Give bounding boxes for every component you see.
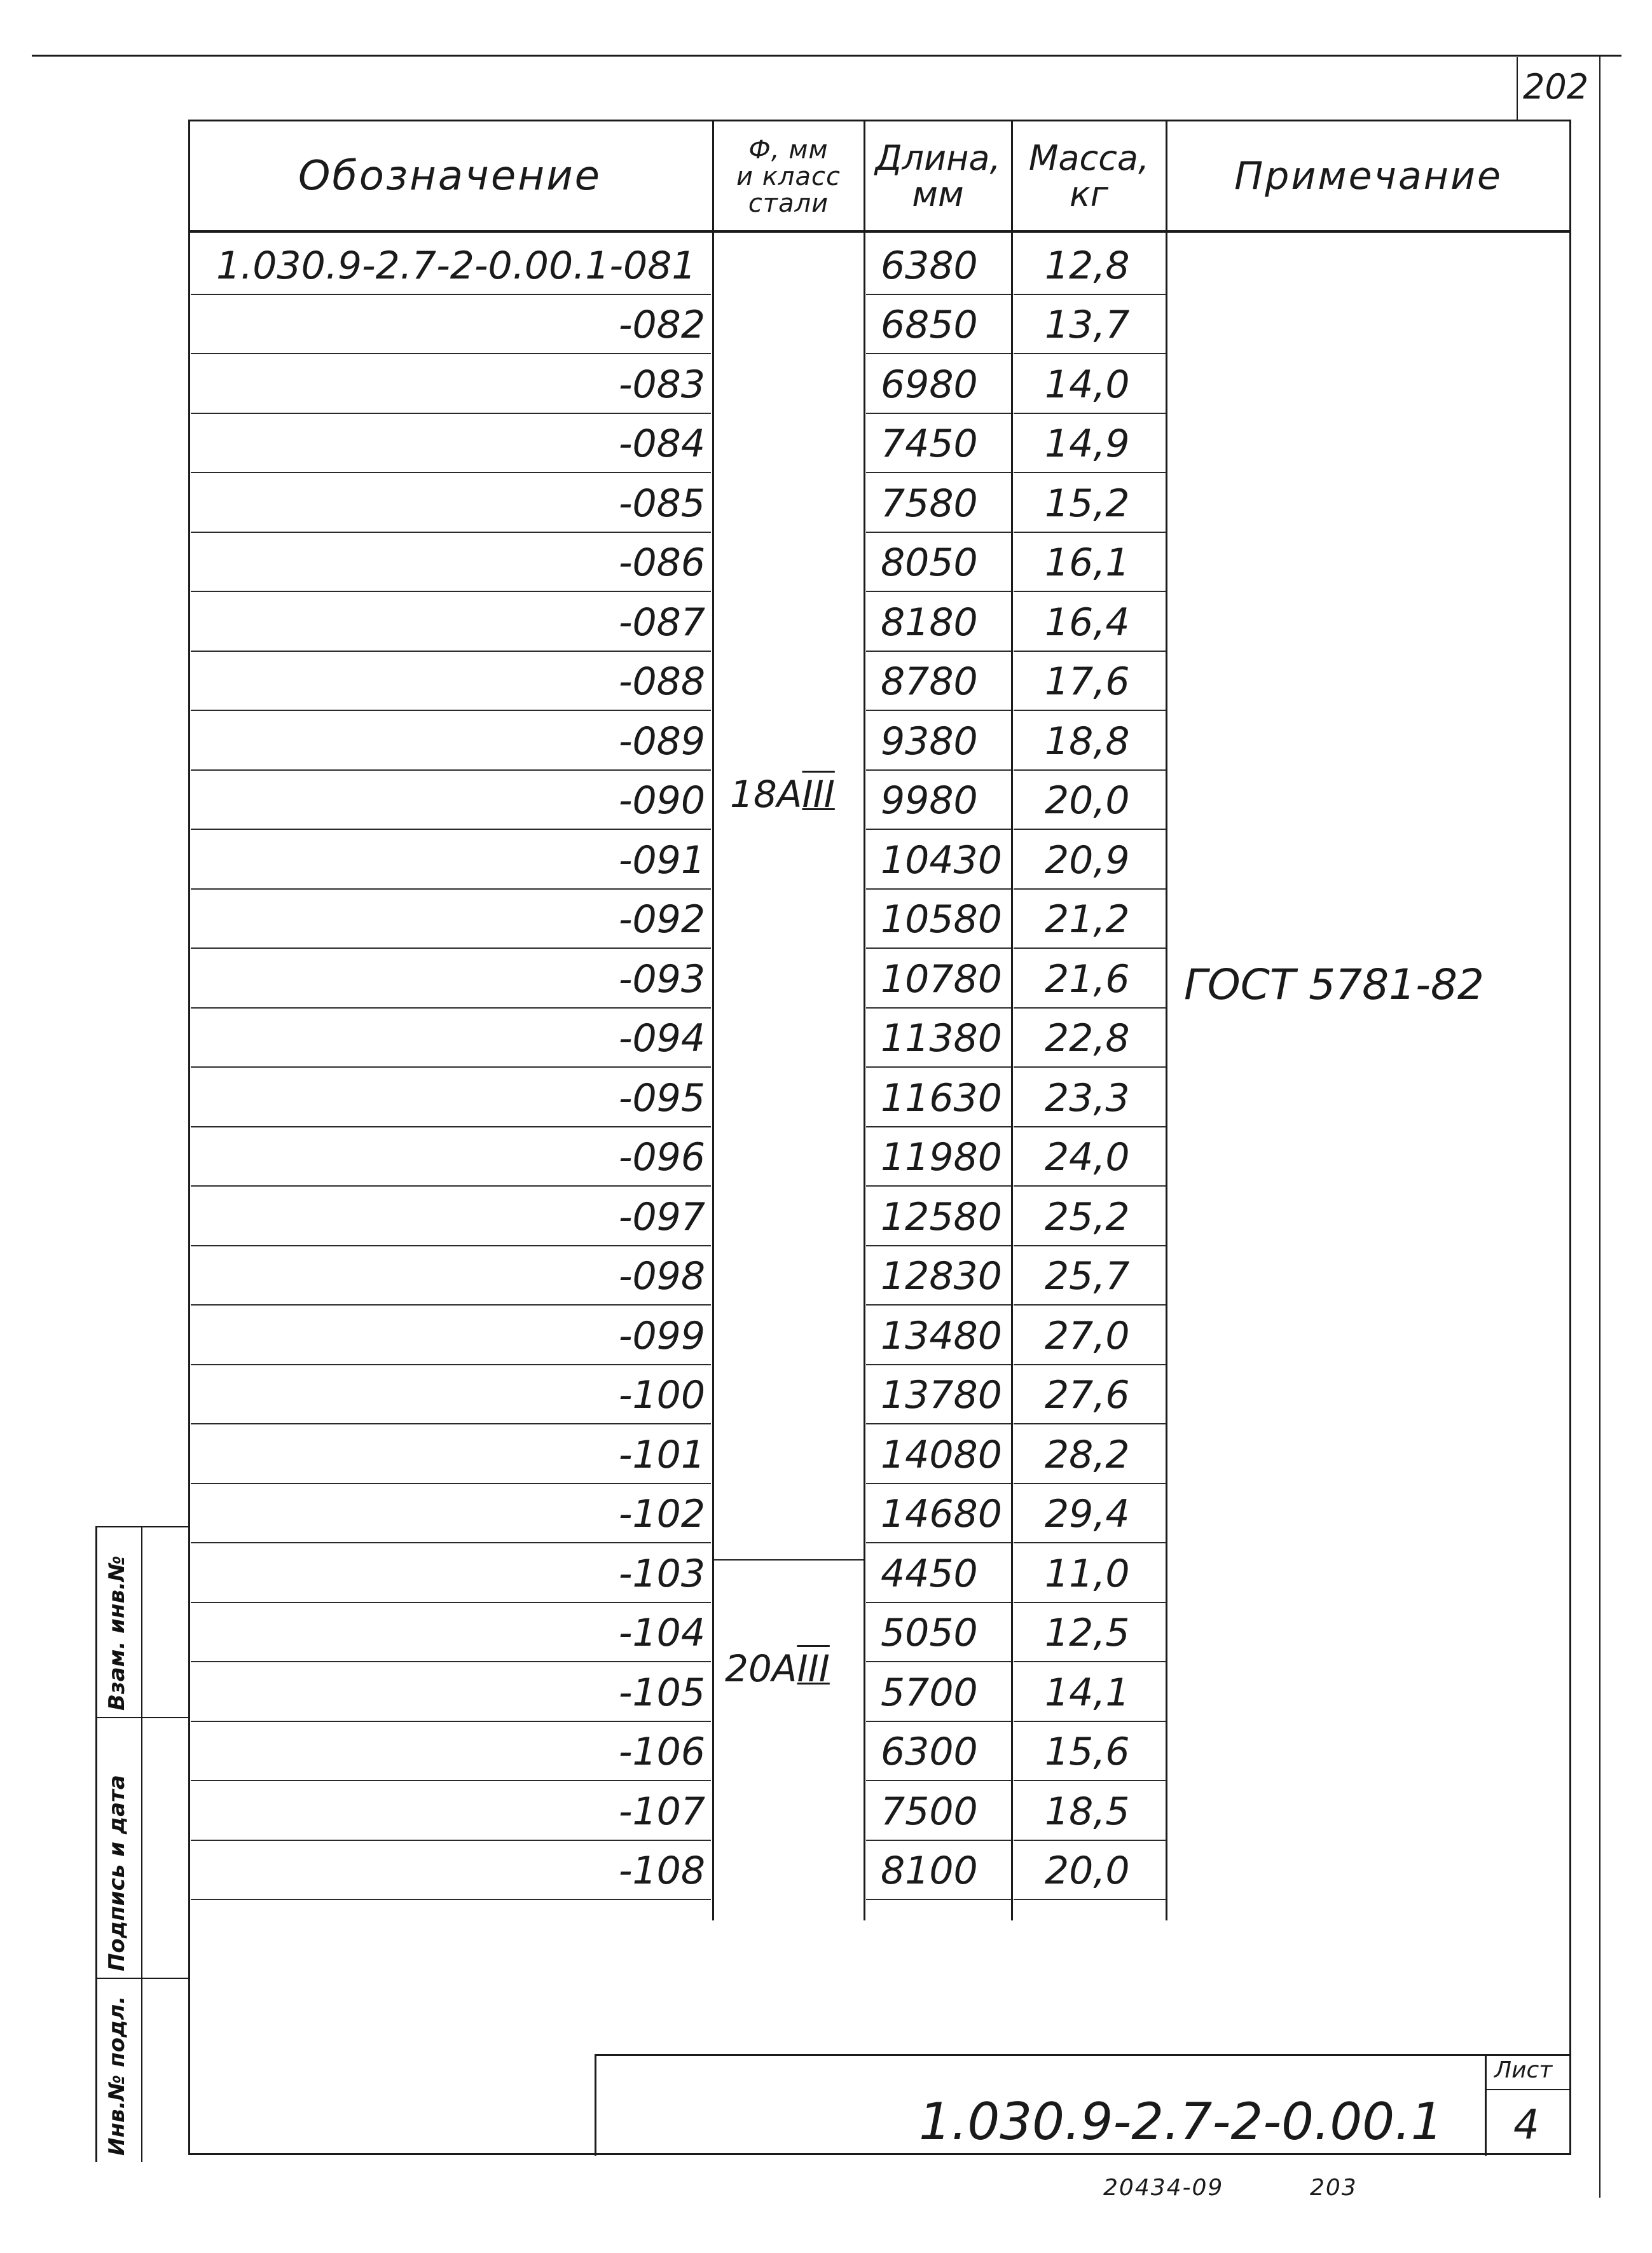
row-length: 6300 (881, 1730, 978, 1774)
side-block-top (95, 1526, 189, 1527)
row-divider (191, 1126, 711, 1127)
row-designation: -099 (618, 1313, 705, 1358)
row-divider (866, 353, 1011, 354)
side-block-outer (95, 1526, 97, 2162)
row-length: 14080 (881, 1432, 1002, 1477)
row-divider (191, 710, 711, 711)
stamp-sheet-label-line (1485, 2089, 1571, 2090)
row-mass: 18,5 (1045, 1789, 1130, 1834)
row-divider (866, 1126, 1011, 1127)
row-divider (1014, 353, 1166, 354)
table-row (0, 355, 1652, 413)
row-designation: -085 (618, 481, 705, 526)
row-length: 7580 (881, 481, 978, 526)
row-length: 10580 (881, 897, 1002, 942)
row-divider (1014, 472, 1166, 473)
row-mass: 16,4 (1045, 600, 1130, 645)
header-diameter-class (715, 124, 862, 229)
row-divider (1014, 413, 1166, 414)
stamp-sheet-divider (1485, 2054, 1487, 2156)
row-length: 7450 (881, 422, 978, 466)
row-designation: -094 (618, 1016, 705, 1061)
table-row (0, 1188, 1652, 1246)
table-row (0, 593, 1652, 651)
row-mass: 11,0 (1045, 1551, 1130, 1596)
row-designation: -098 (618, 1254, 705, 1299)
table-row (0, 712, 1652, 770)
row-mass: 18,8 (1045, 719, 1130, 764)
row-divider (866, 947, 1011, 949)
row-mass: 14,0 (1045, 362, 1130, 407)
row-designation: -089 (618, 719, 705, 764)
table-row (0, 474, 1652, 532)
steel-group-1 (730, 773, 835, 816)
row-divider (1014, 1304, 1166, 1306)
row-divider (1014, 1661, 1166, 1662)
row-length: 7500 (881, 1789, 978, 1834)
frame-top (188, 120, 1571, 121)
header-length-line-1: Длина, (875, 137, 1001, 178)
row-divider (1014, 1364, 1166, 1365)
row-divider (866, 1602, 1011, 1603)
header-diameter-line-3: стали (748, 188, 829, 218)
row-divider (191, 1602, 711, 1603)
row-designation: -087 (618, 600, 705, 645)
row-length: 10430 (881, 837, 1002, 883)
steel-group-2-class: III (797, 1647, 830, 1690)
steel-group-1-diameter: 18А (730, 773, 802, 816)
row-mass: 12,8 (1045, 243, 1130, 288)
row-length: 11380 (881, 1016, 1002, 1061)
row-mass: 12,5 (1045, 1611, 1130, 1655)
table-row (0, 653, 1652, 711)
row-divider (191, 1364, 711, 1365)
row-length: 10780 (881, 956, 1002, 1002)
header-diameter-line-1: Ф, мм (748, 135, 829, 165)
row-length: 8780 (881, 659, 978, 704)
row-designation: -086 (618, 541, 705, 585)
table-row (0, 891, 1652, 949)
row-divider (866, 532, 1011, 533)
steel-group-2-diameter: 20А (725, 1647, 797, 1690)
header-mass (1014, 124, 1164, 229)
frame-bottom (188, 2153, 1571, 2155)
table-row (0, 1782, 1652, 1840)
row-divider (866, 888, 1011, 890)
row-mass: 25,7 (1045, 1254, 1130, 1299)
row-mass: 22,8 (1045, 1016, 1130, 1061)
table-row (0, 1069, 1652, 1127)
row-mass: 15,2 (1045, 481, 1130, 526)
header-length (866, 124, 1010, 229)
table-row (0, 534, 1652, 592)
side-block-divider-1 (95, 1717, 189, 1718)
row-length: 8100 (881, 1849, 978, 1893)
steel-group-separator (713, 1559, 864, 1561)
row-divider (191, 769, 711, 771)
row-length: 13780 (881, 1373, 1002, 1417)
row-mass: 13,7 (1045, 303, 1130, 347)
row-divider (866, 294, 1011, 295)
table-row (0, 237, 1652, 294)
row-designation: -096 (618, 1135, 705, 1180)
row-divider (191, 1245, 711, 1246)
row-divider (191, 1840, 711, 1841)
row-divider (866, 1364, 1011, 1365)
row-divider (866, 413, 1011, 414)
row-designation: -091 (618, 837, 705, 883)
row-length: 13480 (881, 1313, 1002, 1358)
row-divider (191, 413, 711, 414)
row-divider (1014, 1899, 1166, 1900)
row-divider (866, 769, 1011, 771)
row-divider (866, 1304, 1011, 1306)
row-divider (191, 651, 711, 652)
row-mass: 20,0 (1045, 1849, 1130, 1893)
row-designation: -101 (618, 1432, 705, 1477)
steel-group-2 (725, 1647, 830, 1690)
row-mass: 28,2 (1045, 1432, 1130, 1477)
row-divider (1014, 947, 1166, 949)
row-divider (866, 710, 1011, 711)
row-length: 6380 (881, 243, 978, 288)
table-row (0, 296, 1652, 354)
table-row (0, 1367, 1652, 1424)
row-mass: 21,6 (1045, 956, 1130, 1002)
row-divider (191, 1721, 711, 1722)
row-divider (1014, 1126, 1166, 1127)
stamp-left (595, 2054, 596, 2156)
stamp-sheet-label: Лист (1494, 2057, 1553, 2083)
row-divider (866, 472, 1011, 473)
row-length: 6850 (881, 303, 978, 347)
row-divider (866, 1661, 1011, 1662)
row-designation: -108 (618, 1849, 705, 1893)
row-designation: -090 (618, 778, 705, 823)
row-divider (866, 829, 1011, 830)
side-label-original-inventory: Инв.№ подл. (104, 1995, 130, 2156)
row-divider (191, 1007, 711, 1009)
side-block-divider-2 (95, 1978, 189, 1979)
row-divider (191, 829, 711, 830)
row-mass: 24,0 (1045, 1135, 1130, 1180)
header-diameter-line-2: и класс (736, 162, 841, 191)
row-designation: -106 (618, 1730, 705, 1774)
row-divider (1014, 1423, 1166, 1424)
row-divider (1014, 829, 1166, 830)
row-length: 5050 (881, 1611, 978, 1655)
row-divider (1014, 1007, 1166, 1009)
row-mass: 27,0 (1045, 1313, 1130, 1358)
row-length: 4450 (881, 1551, 978, 1596)
row-length: 11980 (881, 1135, 1002, 1180)
row-length: 8180 (881, 600, 978, 645)
row-length: 12830 (881, 1254, 1002, 1299)
row-length: 8050 (881, 541, 978, 585)
stamp-top (595, 2054, 1571, 2056)
side-block-inner (141, 1526, 142, 2162)
row-divider (1014, 1542, 1166, 1543)
row-divider (866, 1542, 1011, 1543)
row-divider (191, 1066, 711, 1068)
row-divider (866, 651, 1011, 652)
row-divider (191, 353, 711, 354)
footer-code: 20434-09 (1103, 2175, 1224, 2201)
header-note: Примечание (1234, 154, 1503, 198)
page-number: 202 (1523, 67, 1589, 107)
table-row (0, 1010, 1652, 1068)
row-designation: -092 (618, 897, 705, 942)
table-row (0, 1129, 1652, 1187)
row-divider (191, 1304, 711, 1306)
row-divider (866, 591, 1011, 592)
side-label-signature-date: Подпись и дата (104, 1775, 130, 1971)
table-row (0, 1842, 1652, 1900)
row-mass: 21,2 (1045, 897, 1130, 942)
row-designation: -095 (618, 1075, 705, 1120)
row-designation: -103 (618, 1551, 705, 1596)
row-mass: 14,9 (1045, 422, 1130, 466)
row-length: 9380 (881, 719, 978, 764)
page-number-box-left (1517, 57, 1518, 120)
row-divider (1014, 294, 1166, 295)
row-designation: -082 (618, 303, 705, 347)
row-divider (1014, 1721, 1166, 1722)
table-row (0, 1426, 1652, 1484)
row-divider (1014, 1185, 1166, 1187)
row-designation: -093 (618, 956, 705, 1002)
row-designation: -083 (618, 362, 705, 407)
row-divider (191, 1185, 711, 1187)
row-divider (866, 1780, 1011, 1781)
row-divider (191, 472, 711, 473)
row-divider (866, 1245, 1011, 1246)
row-divider (1014, 651, 1166, 652)
row-length: 6980 (881, 362, 978, 407)
row-designation: -097 (618, 1194, 705, 1239)
row-divider (1014, 1840, 1166, 1841)
row-divider (866, 1483, 1011, 1484)
side-label-replaced-inventory: Взам. инв.№ (104, 1555, 130, 1711)
row-divider (191, 1423, 711, 1424)
row-mass: 20,9 (1045, 837, 1130, 883)
row-divider (191, 1483, 711, 1484)
row-divider (1014, 1780, 1166, 1781)
row-length: 11630 (881, 1075, 1002, 1120)
row-mass: 17,6 (1045, 659, 1130, 704)
row-designation: -107 (618, 1789, 705, 1834)
row-designation: -102 (618, 1492, 705, 1536)
row-length: 9980 (881, 778, 978, 823)
row-mass: 20,0 (1045, 778, 1130, 823)
table-row (0, 1723, 1652, 1781)
row-divider (1014, 1602, 1166, 1603)
table-row (0, 831, 1652, 889)
row-length: 5700 (881, 1670, 978, 1715)
row-designation: -104 (618, 1611, 705, 1655)
row-divider (191, 947, 711, 949)
row-divider (866, 1007, 1011, 1009)
row-divider (191, 591, 711, 592)
row-mass: 29,4 (1045, 1492, 1130, 1536)
row-divider (191, 888, 711, 890)
row-mass: 25,2 (1045, 1194, 1130, 1239)
stamp-document-number: 1.030.9-2.7-2-0.00.1 (919, 2092, 1443, 2151)
row-length: 12580 (881, 1194, 1002, 1239)
row-divider (1014, 1483, 1166, 1484)
table-row (0, 1307, 1652, 1365)
row-divider (1014, 591, 1166, 592)
header-bottom-line (188, 230, 1571, 233)
row-divider (866, 1899, 1011, 1900)
row-designation: -084 (618, 422, 705, 466)
row-designation: -105 (618, 1670, 705, 1715)
row-mass: 27,6 (1045, 1373, 1130, 1417)
row-mass: 16,1 (1045, 541, 1130, 585)
header-mass-line-1: Масса, (1028, 137, 1150, 178)
stamp-sheet-number: 4 (1513, 2102, 1539, 2149)
row-divider (1014, 1245, 1166, 1246)
row-divider (1014, 769, 1166, 771)
row-designation: -100 (618, 1373, 705, 1417)
row-divider (191, 1661, 711, 1662)
header-designation: Обозначение (298, 152, 602, 200)
header-mass-line-2: кг (1070, 174, 1108, 214)
row-divider (191, 1899, 711, 1900)
note-standard: ГОСТ 5781-82 (1184, 960, 1484, 1009)
row-divider (191, 532, 711, 533)
table-row (0, 1545, 1652, 1602)
row-mass: 14,1 (1045, 1670, 1130, 1715)
row-divider (866, 1423, 1011, 1424)
row-mass: 15,6 (1045, 1730, 1130, 1774)
header-length-line-2: мм (912, 174, 964, 214)
row-mass: 23,3 (1045, 1075, 1130, 1120)
row-length: 14680 (881, 1492, 1002, 1536)
footer-number: 203 (1310, 2175, 1358, 2201)
top-border (32, 55, 1621, 57)
table-row (0, 1248, 1652, 1306)
table-row (0, 415, 1652, 473)
row-divider (1014, 1066, 1166, 1068)
steel-group-1-class: III (802, 773, 835, 816)
row-divider (866, 1185, 1011, 1187)
row-divider (1014, 888, 1166, 890)
row-divider (866, 1066, 1011, 1068)
row-divider (866, 1721, 1011, 1722)
row-divider (191, 294, 711, 295)
table-row (0, 1485, 1652, 1543)
row-divider (1014, 710, 1166, 711)
row-designation: -088 (618, 659, 705, 704)
row-divider (1014, 532, 1166, 533)
row-designation: 1.030.9-2.7-2-0.00.1-081 (216, 243, 696, 288)
row-divider (191, 1780, 711, 1781)
row-divider (191, 1542, 711, 1543)
row-divider (866, 1840, 1011, 1841)
